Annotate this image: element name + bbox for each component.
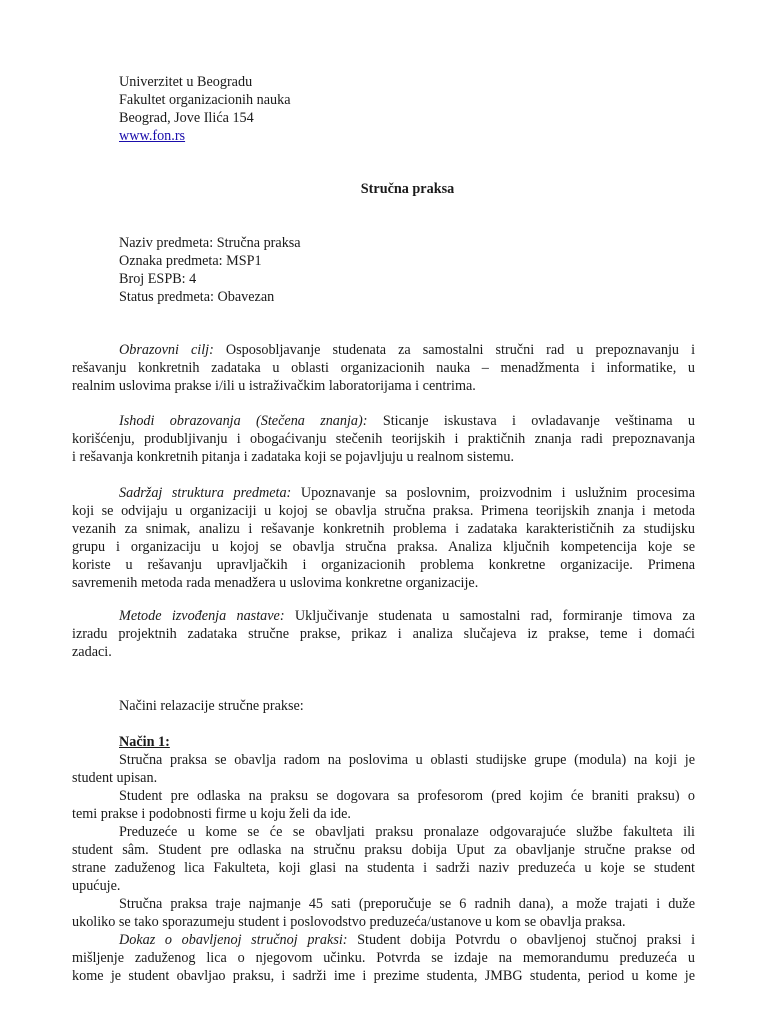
website-link[interactable]: www.fon.rs [119, 128, 186, 144]
metode-line3: zadaci. [72, 644, 112, 660]
nacin1-p4-line1: Stručna praksa traje najmanje 45 sati (preporučuje se 6 radnih dana), a može trajati i duže [119, 896, 695, 912]
ishodi-line3: i rešavanja konkretnih pitanja i zadataka koji se pojavljuju u realnom sistemu. [72, 449, 515, 465]
metode-label: Metode izvođenja nastave: [119, 608, 285, 624]
obrazovni-cilj-line2: rešavanju konkretnih zadataka u oblasti organizacionih nauka – menadžmenta i informatike, u [72, 360, 695, 376]
address: Beograd, Jove Ilića 154 [119, 110, 254, 126]
ishodi-line2: korišćenju, produbljivanju i obogaćivanju stečenih teorijskih i praktičnih znanja radi prepoznavanja [72, 431, 695, 447]
nacin1-p5-line2: mišljenje zaduženog lica o njegovom učinku. Potvrda se izdaje na memorandumu preduzeća u [72, 950, 695, 966]
nacin1-p4-line2: ukoliko se tako sporazumeju student i poslovodstvo preduzeća/ustanove u kom se obavlja praksa. [72, 914, 626, 930]
nacin1-p3-line1: Preduzeće u kome se će se obavljati praksu pronalaze odgovarajuće službe fakulteta ili [119, 824, 695, 840]
nacin1-p5-line1: Dokaz o obavljenoj stručnoj praksi: Student dobija Potvrdu o obavljenoj stučnoj praksi i [119, 932, 696, 948]
nacin1-p1-line1: Stručna praksa se obavlja radom na poslovima u oblasti studijske grupe (modula) na koji je [119, 752, 695, 768]
nacini-intro: Načini relazacije stručne prakse: [119, 698, 304, 714]
nacin1-p1-line2: student upisan. [72, 770, 158, 786]
nacin1-p2-line1: Student pre odlaska na praksu se dogovara sa profesorom (pred kojim će braniti praksu) o [119, 788, 695, 804]
sadrzaj-line5: koriste u rešavanju upravljačkih i organizacionih problema konkretne organizacije. Primena [72, 557, 695, 573]
course-status: Status predmeta: Obavezan [119, 289, 275, 305]
sadrzaj-line2: koji se odvijaju u organizaciji u kojoj se obavlja stručna praksa. Primena teorijskih znanja i metoda [72, 503, 695, 519]
obrazovni-cilj-label: Obrazovni cilj: [119, 342, 214, 358]
metode-line2: izradu projektnih zadataka stručne prakse, prikaz i analiza slučajeva iz prakse, teme i domaći [72, 626, 695, 642]
nacin1-p3-line3: strane zaduženog lica Fakulteta, koji glasi na studenta i sadrži naziv preduzeća u koje se student [72, 860, 695, 876]
obrazovni-cilj-line3: realnim uslovima prakse i/ili u istraživačkim laboratorijama i centrima. [72, 378, 476, 394]
page-title: Stručna praksa [360, 181, 455, 197]
nacin1-p3-line2: student sâm. Student pre odlaska na stručnu praksu dobija Uput za obavljanje stručne prakse od [72, 842, 695, 858]
course-name: Naziv predmeta: Stručna praksa [119, 235, 301, 251]
ishodi-line1: Ishodi obrazovanja (Stečena znanja): Sticanje iskustava i ovladavanje veštinama u [119, 413, 695, 429]
sadrzaj-line3: vezanih za snimak, analizu i rešavanje konkretnih problema i zadataka karakterističnih za studijsku [72, 521, 695, 537]
nacin1-p2-line2: temi prakse i podobnosti firme u koju želi da ide. [72, 806, 351, 822]
obrazovni-cilj-line1: Obrazovni cilj: Osposobljavanje studenata za samostalni stručni rad u prepoznavanju i [119, 342, 696, 358]
sadrzaj-line6: savremenih metoda rada menadžera u uslovima konkretne organizacije. [72, 575, 479, 591]
course-espb: Broj ESPB: 4 [119, 271, 197, 287]
nacin1-p5-line3: kome je student obavljao praksu, i sadrži ime i prezime studenta, JMBG studenta, period u kome je [72, 968, 695, 984]
sadrzaj-line1: Sadržaj struktura predmeta: Upoznavanje sa poslovnim, proizvodnim i uslužnim procesima [119, 485, 696, 501]
nacin1-p3-line4: upućuje. [72, 878, 121, 894]
ishodi-label: Ishodi obrazovanja (Stečena znanja): [119, 413, 368, 429]
faculty-name: Fakultet organizacionih nauka [119, 92, 291, 108]
metode-line1: Metode izvođenja nastave: Uključivanje studenata u samostalni rad, formiranje timova za [119, 608, 696, 624]
dokaz-label: Dokaz o obavljenoj stručnoj praksi: [119, 932, 348, 948]
nacin1-heading: Način 1: [119, 734, 170, 750]
university-name: Univerzitet u Beogradu [119, 74, 253, 90]
sadrzaj-label: Sadržaj struktura predmeta: [119, 485, 292, 501]
sadrzaj-line4: grupu i organizaciju u kojoj se obavlja stručna praksa. Analiza ključnih kompetencija koje se [72, 539, 695, 555]
course-code: Oznaka predmeta: MSP1 [119, 253, 262, 269]
